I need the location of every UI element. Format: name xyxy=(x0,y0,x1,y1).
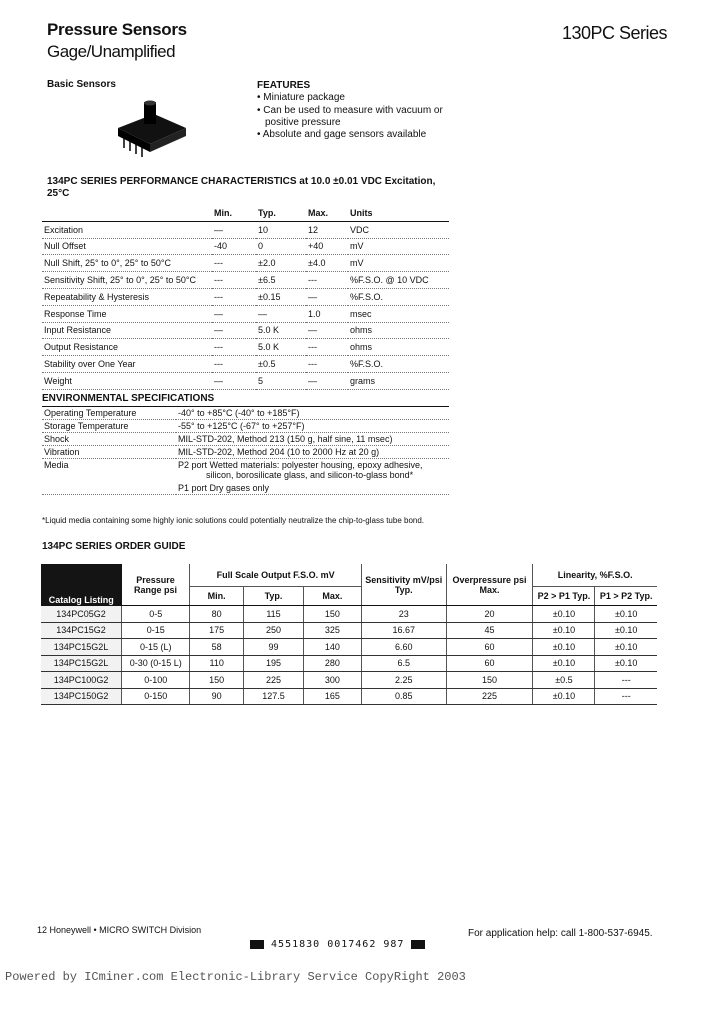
barcode-block-icon xyxy=(411,940,425,949)
page-subtitle: Gage/Unamplified xyxy=(47,42,176,61)
order-guide-row: 134PC100G2 0-100 150 225 300 2.25 150 ±0.5 --- xyxy=(41,672,657,689)
environmental-title: ENVIRONMENTAL SPECIFICATIONS xyxy=(42,393,215,404)
performance-row: Null Offset -40 0 +40 mV xyxy=(42,238,449,255)
order-guide-table: Catalog Listing Pressure Range psi Full Scale Output F.S.O. mV Sensitivity mV/psi Typ. Overpressure psi Max. Linearity, %F.S.O. Min. Typ. Max. P2 > P1 Typ. P1 > P2 Typ. 134PC05G2 0-5 80 115 150 23 20 ±0.10 ±0.10 134PC15G2 0-15 175 250 325 16.67 45 ±0.10 ±0.10 134PC15G2L 0-15 (L) 58 99 140 6.60 60 ±0.10 ±0.10 134PC15G2L 0-30 (0-15 L) 110 195 280 6.5 60 ±0.10 ±0.10 134PC100G2 0-100 150 225 300 2.25 150 ±0.5 --- 134PC150G2 0-150 90 127.5 165 0.85 225 ±0.10 --- xyxy=(41,564,657,705)
environmental-table: Operating Temperature -40° to +85°C (-40° to +185°F) Storage Temperature -55° to +125°C (-67° to +257°F) Shock MIL-STD-202, Method 213 (150 g, half sine, 11 msec) Vibration MIL-STD-202, Method 204 (10 to 2000 Hz at 20 g) Media P2 port Wetted materials: polyester housing, epoxy adhesive, silicon, borosilicate glass, and silicon-to-glass bond* P1 port Dry gases only xyxy=(42,406,449,495)
order-guide-title: 134PC SERIES ORDER GUIDE xyxy=(42,541,186,552)
footer-application-help: For application help: call 1-800-537-6945. xyxy=(468,928,653,939)
performance-row: Input Resistance — 5.0 K — ohms xyxy=(42,322,449,339)
performance-row: Weight — 5 — grams xyxy=(42,372,449,389)
media-footnote: *Liquid media containing some highly ionic solutions could potentially neutralize the chip-to-glass tube bond. xyxy=(42,516,425,525)
page-title: Pressure Sensors xyxy=(47,20,187,39)
features-block xyxy=(257,80,477,141)
feature-item: • Can be used to measure with vacuum or positive pressure xyxy=(257,104,443,128)
performance-title: 134PC SERIES PERFORMANCE CHARACTERISTICS at 10.0 ±0.01 VDC Excitation, 25°C xyxy=(47,176,436,199)
performance-row: Null Shift, 25° to 0°, 25° to 50°C --- ±2.0 ±4.0 mV xyxy=(42,255,449,272)
performance-row: Stability over One Year --- ±0.5 --- %F.S.O. xyxy=(42,356,449,373)
performance-row: Output Resistance --- 5.0 K --- ohms xyxy=(42,339,449,356)
basic-sensors-label: Basic Sensors xyxy=(47,79,116,90)
order-guide-row: 134PC05G2 0-5 80 115 150 23 20 ±0.10 ±0.10 xyxy=(41,606,657,623)
performance-row: Repeatability & Hysteresis --- ±0.15 — %F.S.O. xyxy=(42,288,449,305)
order-guide-row: 134PC15G2L 0-15 (L) 58 99 140 6.60 60 ±0.10 ±0.10 xyxy=(41,639,657,656)
features-title: FEATURES xyxy=(257,80,311,91)
performance-table: Min. Typ. Max. Units Excitation — 10 12 VDC Null Offset -40 0 +40 mV Null Shift, 25° to 0°, 25° to 50°C --- ±2.0 ±4.0 mV Sensitivity Shift, 25° to 0°, 25° to 50°C --- ±6.5 --- %F.S.O. @ 10 VDC Repeatability & Hysteresis --- ±0.15 — %F.S.O. Response Time — — 1.0 msec Input Resistance — 5.0 K — ohms Output Resistance --- 5.0 K --- ohms Stability over One Year --- ±0.5 --- %F.S.O. Weight — 5 — grams xyxy=(42,205,449,390)
sensor-package-image xyxy=(110,100,190,162)
feature-item: • Absolute and gage sensors available xyxy=(257,129,427,141)
feature-item: • Miniature package xyxy=(257,92,345,104)
performance-row: Sensitivity Shift, 25° to 0°, 25° to 50°C --- ±6.5 --- %F.S.O. @ 10 VDC xyxy=(42,272,449,289)
order-guide-row: 134PC15G2L 0-30 (0-15 L) 110 195 280 6.5 60 ±0.10 ±0.10 xyxy=(41,655,657,672)
footer-division: 12 Honeywell • MICRO SWITCH Division xyxy=(37,925,202,935)
series-name: 130PC Series xyxy=(562,23,668,43)
barcode-block-icon xyxy=(250,940,264,949)
powered-by-notice: Powered by ICminer.com Electronic-Library Service CopyRight 2003 xyxy=(5,970,466,984)
order-guide-row: 134PC150G2 0-150 90 127.5 165 0.85 225 ±0.10 --- xyxy=(41,688,657,705)
performance-row: Excitation — 10 12 VDC xyxy=(42,221,449,238)
performance-row: Response Time — — 1.0 msec xyxy=(42,305,449,322)
barcode: 4551830 0017462 987 xyxy=(250,939,425,950)
order-guide-row: 134PC15G2 0-15 175 250 325 16.67 45 ±0.10 ±0.10 xyxy=(41,622,657,639)
